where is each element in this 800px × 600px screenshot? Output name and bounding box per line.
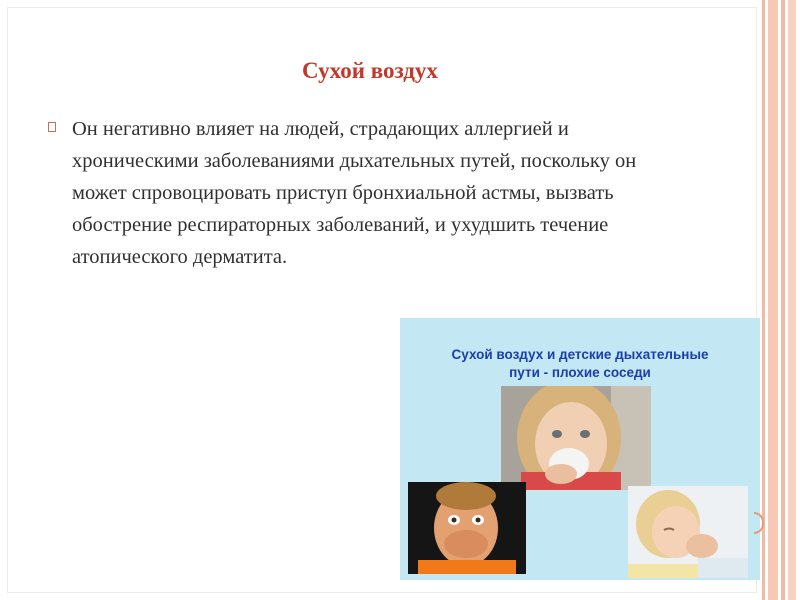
girl-with-tissue-photo [501, 386, 651, 490]
square-bullet-icon [48, 122, 56, 132]
caption-line: Сухой воздух и детские дыхательные [451, 347, 709, 362]
bullet-item [48, 113, 648, 273]
bullet-text: Он негативно влияет на людей, страдающих аллергией и хроническими заболеваниями дыхательных путей, поскольку он может спровоцировать приступ бронхиальной астмы, вызвать обострение респираторных заболеваний, и ухудшить течение атопического дерматита. [72, 118, 637, 268]
coughing-child-photo [628, 486, 748, 578]
decorative-stripe [768, 0, 778, 600]
illustration-caption [410, 346, 750, 382]
decorative-stripe [781, 0, 785, 600]
boy-covering-mouth-photo [408, 482, 526, 574]
caption-line: пути - плохие соседи [509, 365, 651, 380]
illustration-image [400, 318, 760, 580]
slide-title: Сухой воздух [302, 58, 438, 83]
decorative-stripe [788, 0, 796, 600]
decorative-stripe [762, 0, 765, 600]
